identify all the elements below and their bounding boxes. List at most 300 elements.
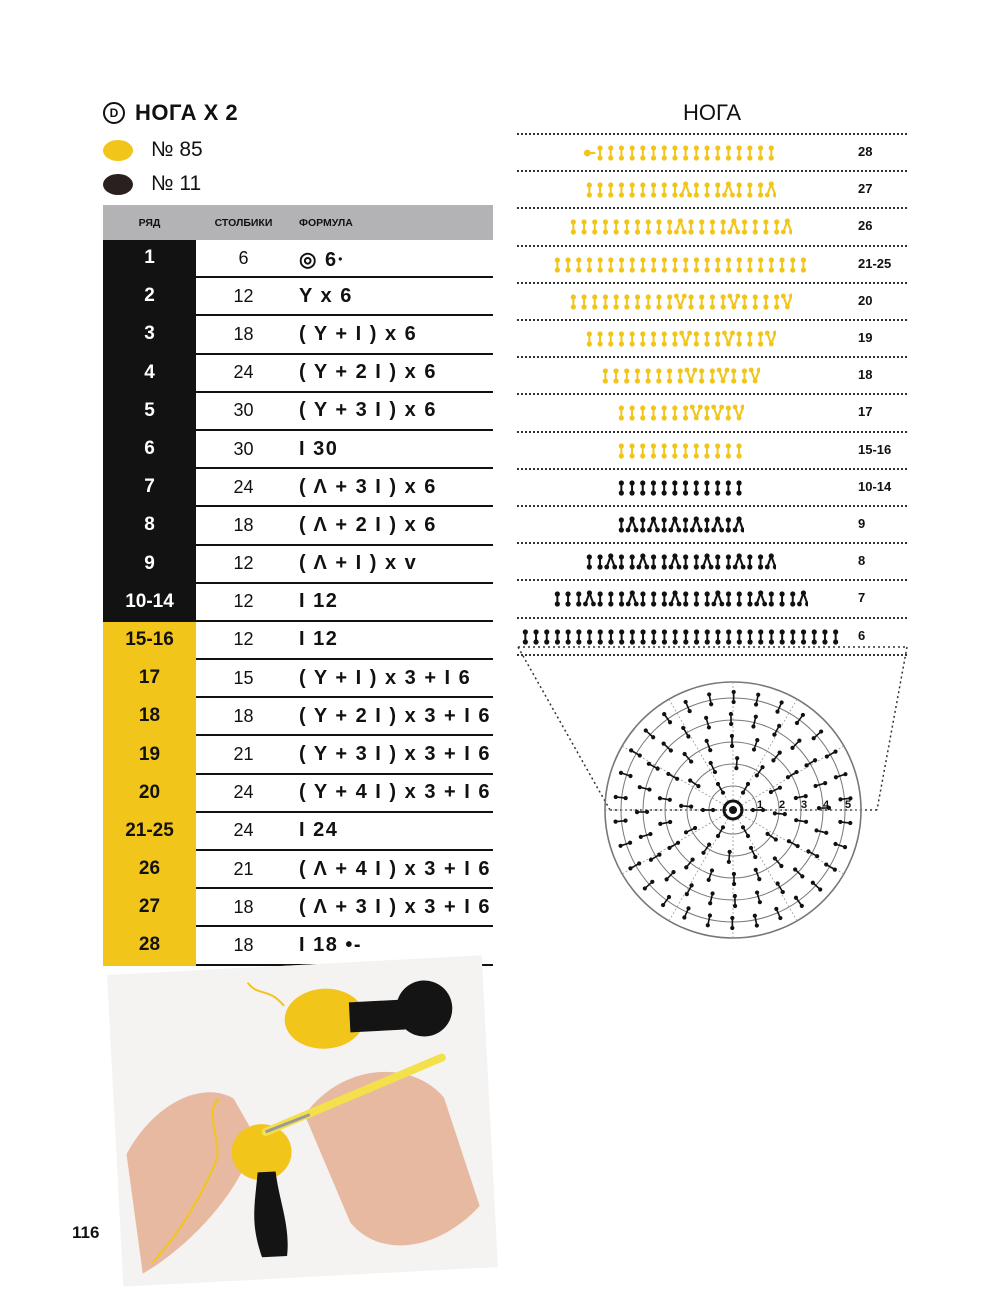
increase-stitch bbox=[722, 331, 735, 347]
single-crochet-stitch bbox=[693, 257, 698, 272]
single-crochet-stitch bbox=[747, 183, 752, 198]
decrease-stitch bbox=[765, 554, 777, 570]
decrease-stitch bbox=[679, 182, 692, 198]
table-row bbox=[103, 277, 493, 315]
diagram-separator bbox=[517, 282, 907, 284]
diagram-separator bbox=[517, 542, 907, 544]
single-crochet-stitch bbox=[699, 294, 704, 309]
round-stitch bbox=[644, 728, 656, 739]
round-stitch bbox=[667, 841, 680, 850]
table-row bbox=[103, 850, 493, 888]
formula: I 24 bbox=[291, 812, 493, 850]
round-stitch bbox=[790, 739, 801, 750]
single-crochet-stitch bbox=[677, 369, 682, 384]
table-row bbox=[103, 545, 493, 583]
single-crochet-stitch bbox=[586, 257, 591, 272]
single-crochet-stitch bbox=[554, 592, 559, 607]
table-row bbox=[103, 506, 493, 544]
single-crochet-stitch bbox=[640, 257, 645, 272]
single-crochet-stitch bbox=[613, 369, 618, 384]
decrease-stitch bbox=[668, 516, 681, 532]
round-stitch bbox=[773, 811, 787, 816]
stitch-count: 18 bbox=[196, 926, 291, 964]
increase-stitch bbox=[674, 293, 687, 309]
round-stitch bbox=[794, 818, 808, 824]
single-crochet-stitch bbox=[624, 294, 629, 309]
formula: I 12 bbox=[291, 621, 493, 659]
single-crochet-stitch bbox=[672, 406, 677, 421]
single-crochet-stitch bbox=[704, 629, 709, 644]
single-crochet-stitch bbox=[779, 257, 784, 272]
diagram-row-label: 18 bbox=[858, 367, 873, 383]
single-crochet-stitch bbox=[645, 220, 650, 235]
table-row bbox=[103, 392, 493, 430]
single-crochet-stitch bbox=[726, 592, 731, 607]
single-crochet-stitch bbox=[720, 220, 725, 235]
single-crochet-stitch bbox=[661, 629, 666, 644]
single-crochet-stitch bbox=[726, 629, 731, 644]
single-crochet-stitch bbox=[629, 145, 634, 160]
single-crochet-stitch bbox=[683, 443, 688, 458]
round-stitch bbox=[732, 690, 736, 704]
round-stitch bbox=[614, 795, 628, 800]
round-stitch bbox=[793, 867, 804, 878]
single-crochet-stitch bbox=[565, 629, 570, 644]
round-stitch bbox=[701, 808, 715, 812]
round-stitch bbox=[707, 692, 713, 706]
row-number: 26 bbox=[103, 850, 196, 888]
single-crochet-stitch bbox=[635, 294, 640, 309]
table-row bbox=[103, 774, 493, 812]
single-crochet-stitch bbox=[597, 629, 602, 644]
single-crochet-stitch bbox=[640, 592, 645, 607]
round-stitch bbox=[628, 861, 641, 870]
single-crochet-stitch bbox=[661, 555, 666, 570]
diagram-row-label: 21-25 bbox=[858, 255, 892, 271]
single-crochet-stitch bbox=[747, 145, 752, 160]
table-row bbox=[103, 354, 493, 392]
row-number: 7 bbox=[103, 468, 196, 506]
single-crochet-stitch bbox=[693, 443, 698, 458]
round-stitch bbox=[732, 872, 736, 886]
single-crochet-stitch bbox=[619, 629, 624, 644]
single-crochet-stitch bbox=[768, 629, 773, 644]
increase-stitch bbox=[781, 293, 793, 309]
single-crochet-stitch bbox=[629, 331, 634, 346]
round-stitch bbox=[635, 810, 649, 814]
single-crochet-stitch bbox=[704, 592, 709, 607]
formula: ◎ 6⸱ bbox=[291, 240, 493, 277]
single-crochet-stitch bbox=[629, 406, 634, 421]
single-crochet-stitch bbox=[715, 629, 720, 644]
single-crochet-stitch bbox=[758, 183, 763, 198]
single-crochet-stitch bbox=[683, 257, 688, 272]
single-crochet-stitch bbox=[779, 629, 784, 644]
single-crochet-stitch bbox=[704, 145, 709, 160]
stitch-count: 21 bbox=[196, 850, 291, 888]
single-crochet-stitch bbox=[704, 257, 709, 272]
diagram-separator bbox=[517, 356, 907, 358]
round-stitch bbox=[786, 770, 799, 779]
single-crochet-stitch bbox=[586, 331, 591, 346]
decrease-stitch bbox=[797, 591, 809, 607]
single-crochet-stitch bbox=[597, 555, 602, 570]
yarn-label: № 11 bbox=[151, 172, 202, 195]
round-stitch bbox=[643, 880, 655, 891]
single-crochet-stitch bbox=[629, 183, 634, 198]
single-crochet-stitch bbox=[619, 555, 624, 570]
stitch-row bbox=[600, 366, 761, 386]
round-stitch bbox=[706, 913, 712, 927]
single-crochet-stitch bbox=[747, 555, 752, 570]
decrease-stitch bbox=[732, 516, 744, 532]
single-crochet-stitch bbox=[747, 257, 752, 272]
formula: ( Λ + 3 I ) x 3 + I 6 bbox=[291, 888, 493, 926]
single-crochet-stitch bbox=[624, 220, 629, 235]
round-stitch bbox=[658, 796, 672, 802]
stitch-row bbox=[520, 627, 841, 647]
increase-stitch bbox=[690, 405, 703, 421]
single-crochet-stitch bbox=[683, 145, 688, 160]
single-crochet-stitch bbox=[570, 220, 575, 235]
single-crochet-stitch bbox=[619, 145, 624, 160]
table-row bbox=[103, 468, 493, 506]
single-crochet-stitch bbox=[720, 294, 725, 309]
increase-stitch bbox=[732, 405, 744, 421]
single-crochet-stitch bbox=[693, 480, 698, 495]
decrease-stitch bbox=[765, 182, 777, 198]
single-crochet-stitch bbox=[768, 145, 773, 160]
decrease-stitch bbox=[674, 219, 687, 235]
round-stitch bbox=[683, 752, 694, 764]
increase-stitch bbox=[711, 405, 724, 421]
single-crochet-stitch bbox=[790, 629, 795, 644]
stitch-count: 12 bbox=[196, 277, 291, 315]
table-header-row bbox=[103, 205, 493, 240]
diagram-title: НОГА bbox=[682, 100, 742, 125]
single-crochet-stitch bbox=[592, 220, 597, 235]
single-crochet-stitch bbox=[763, 294, 768, 309]
single-crochet-stitch bbox=[656, 369, 661, 384]
single-crochet-stitch bbox=[570, 294, 575, 309]
single-crochet-stitch bbox=[602, 294, 607, 309]
stitch-count: 18 bbox=[196, 697, 291, 735]
single-crochet-stitch bbox=[565, 592, 570, 607]
single-crochet-stitch bbox=[533, 629, 538, 644]
single-crochet-stitch bbox=[715, 443, 720, 458]
diagram-separator bbox=[517, 431, 907, 433]
round-stitch bbox=[665, 870, 676, 881]
table-row bbox=[103, 315, 493, 353]
single-crochet-stitch bbox=[736, 592, 741, 607]
single-crochet-stitch bbox=[693, 331, 698, 346]
single-crochet-stitch bbox=[715, 480, 720, 495]
decrease-stitch bbox=[711, 591, 724, 607]
single-crochet-stitch bbox=[683, 555, 688, 570]
single-crochet-stitch bbox=[726, 406, 731, 421]
stitch-row bbox=[616, 403, 744, 423]
single-crochet-stitch bbox=[597, 183, 602, 198]
single-crochet-stitch bbox=[726, 517, 731, 532]
row-number: 15-16 bbox=[103, 621, 196, 659]
single-crochet-stitch bbox=[651, 183, 656, 198]
single-crochet-stitch bbox=[704, 406, 709, 421]
decrease-stitch bbox=[781, 219, 793, 235]
table-row bbox=[103, 812, 493, 850]
single-crochet-stitch bbox=[608, 592, 613, 607]
single-crochet-stitch bbox=[752, 294, 757, 309]
row-number: 10-14 bbox=[103, 583, 196, 621]
round-stitch bbox=[613, 819, 627, 824]
single-crochet-stitch bbox=[522, 629, 527, 644]
increase-stitch bbox=[679, 331, 692, 347]
single-crochet-stitch bbox=[704, 183, 709, 198]
section-badge: D bbox=[103, 102, 125, 124]
single-crochet-stitch bbox=[667, 369, 672, 384]
single-crochet-stitch bbox=[629, 629, 634, 644]
single-crochet-stitch bbox=[752, 220, 757, 235]
single-crochet-stitch bbox=[656, 220, 661, 235]
decrease-stitch bbox=[727, 219, 740, 235]
decrease-stitch bbox=[754, 591, 767, 607]
stitch-count: 24 bbox=[196, 774, 291, 812]
single-crochet-stitch bbox=[715, 145, 720, 160]
single-crochet-stitch bbox=[613, 294, 618, 309]
single-crochet-stitch bbox=[586, 555, 591, 570]
increase-stitch bbox=[727, 293, 740, 309]
single-crochet-stitch bbox=[747, 592, 752, 607]
single-crochet-stitch bbox=[672, 331, 677, 346]
round-number-label: 4 bbox=[823, 799, 830, 811]
single-crochet-stitch bbox=[747, 629, 752, 644]
stitch-row bbox=[584, 329, 777, 349]
round-stitch bbox=[824, 862, 837, 871]
decrease-stitch bbox=[625, 591, 638, 607]
single-crochet-stitch bbox=[651, 331, 656, 346]
single-crochet-stitch bbox=[715, 257, 720, 272]
single-crochet-stitch bbox=[736, 183, 741, 198]
single-crochet-stitch bbox=[608, 331, 613, 346]
single-crochet-stitch bbox=[586, 629, 591, 644]
table-row bbox=[103, 583, 493, 621]
single-crochet-stitch bbox=[800, 257, 805, 272]
diagram-row-label: 9 bbox=[858, 516, 866, 531]
single-crochet-stitch bbox=[661, 480, 666, 495]
slip-stitch bbox=[584, 150, 595, 157]
single-crochet-stitch bbox=[640, 443, 645, 458]
single-crochet-stitch bbox=[779, 592, 784, 607]
decrease-stitch bbox=[668, 591, 681, 607]
single-crochet-stitch bbox=[613, 220, 618, 235]
stitch-count: 18 bbox=[196, 506, 291, 544]
single-crochet-stitch bbox=[640, 331, 645, 346]
stitch-row bbox=[616, 515, 744, 535]
single-crochet-stitch bbox=[581, 294, 586, 309]
decrease-stitch bbox=[636, 554, 649, 570]
single-crochet-stitch bbox=[656, 294, 661, 309]
single-crochet-stitch bbox=[683, 406, 688, 421]
single-crochet-stitch bbox=[586, 183, 591, 198]
single-crochet-stitch bbox=[565, 257, 570, 272]
single-crochet-stitch bbox=[710, 369, 715, 384]
single-crochet-stitch bbox=[576, 257, 581, 272]
diagram-separator bbox=[517, 319, 907, 321]
single-crochet-stitch bbox=[651, 629, 656, 644]
stitch-row bbox=[568, 217, 793, 237]
single-crochet-stitch bbox=[736, 629, 741, 644]
single-crochet-stitch bbox=[597, 257, 602, 272]
single-crochet-stitch bbox=[619, 406, 624, 421]
single-crochet-stitch bbox=[597, 592, 602, 607]
single-crochet-stitch bbox=[592, 294, 597, 309]
round-stitch bbox=[773, 856, 784, 868]
single-crochet-stitch bbox=[619, 480, 624, 495]
single-crochet-stitch bbox=[651, 257, 656, 272]
single-crochet-stitch bbox=[672, 145, 677, 160]
single-crochet-stitch bbox=[758, 555, 763, 570]
single-crochet-stitch bbox=[683, 480, 688, 495]
diagram-separator bbox=[517, 579, 907, 581]
table-row bbox=[103, 659, 493, 697]
single-crochet-stitch bbox=[800, 629, 805, 644]
diagram-row-label: 8 bbox=[858, 553, 866, 569]
row-number: 4 bbox=[103, 354, 196, 392]
single-crochet-stitch bbox=[645, 294, 650, 309]
stitch-count: 18 bbox=[196, 315, 291, 353]
single-crochet-stitch bbox=[554, 629, 559, 644]
stitch-row bbox=[616, 441, 744, 461]
round-stitch bbox=[662, 742, 673, 753]
single-crochet-stitch bbox=[651, 406, 656, 421]
stitch-row bbox=[584, 552, 777, 572]
single-crochet-stitch bbox=[736, 480, 741, 495]
formula: Y x 6 bbox=[291, 277, 493, 315]
diagram-row-label: 10-14 bbox=[858, 478, 892, 494]
single-crochet-stitch bbox=[811, 629, 816, 644]
diagram-separator bbox=[517, 505, 907, 507]
single-crochet-stitch bbox=[544, 629, 549, 644]
single-crochet-stitch bbox=[699, 369, 704, 384]
formula: ( Λ + 4 I ) x 3 + I 6 bbox=[291, 850, 493, 888]
diagram-row-label: 26 bbox=[858, 218, 873, 234]
diagram-row-label: 28 bbox=[858, 144, 873, 159]
col-header-formula: ФОРМУЛА bbox=[291, 205, 493, 240]
diagram-separator bbox=[517, 468, 907, 470]
single-crochet-stitch bbox=[619, 257, 624, 272]
page-number: 116 bbox=[72, 1223, 100, 1242]
col-header-stitches: СТОЛБИКИ bbox=[196, 205, 291, 240]
single-crochet-stitch bbox=[726, 480, 731, 495]
row-number: 28 bbox=[103, 926, 196, 964]
single-crochet-stitch bbox=[608, 629, 613, 644]
round-stitch bbox=[733, 894, 737, 908]
formula: I 30 bbox=[291, 430, 493, 468]
formula: I 18 •- bbox=[291, 926, 493, 964]
round-stitch bbox=[812, 729, 824, 740]
round-stitch bbox=[729, 712, 733, 726]
round-stitch bbox=[629, 748, 642, 757]
decrease-stitch bbox=[583, 591, 596, 607]
table-row bbox=[103, 888, 493, 926]
stitch-row bbox=[568, 292, 793, 312]
single-crochet-stitch bbox=[619, 331, 624, 346]
row-number: 19 bbox=[103, 735, 196, 773]
single-crochet-stitch bbox=[688, 294, 693, 309]
single-crochet-stitch bbox=[768, 257, 773, 272]
photo-illustration bbox=[107, 955, 498, 1286]
round-number-label: 1 bbox=[757, 799, 764, 811]
decrease-stitch bbox=[647, 516, 660, 532]
diagram-row-label: 17 bbox=[858, 404, 873, 420]
round-stitch bbox=[753, 914, 759, 928]
yarn-color-1 bbox=[103, 138, 203, 162]
round-stitch bbox=[727, 850, 732, 864]
stitch-count: 12 bbox=[196, 545, 291, 583]
stitch-count: 12 bbox=[196, 583, 291, 621]
single-crochet-stitch bbox=[672, 629, 677, 644]
round-stitch bbox=[811, 881, 823, 892]
single-crochet-stitch bbox=[576, 629, 581, 644]
single-crochet-stitch bbox=[704, 331, 709, 346]
table-row bbox=[103, 240, 493, 277]
single-crochet-stitch bbox=[763, 220, 768, 235]
formula: ( Y + 2 I ) x 3 + I 6 bbox=[291, 697, 493, 735]
formula: ( Λ + 3 I ) x 6 bbox=[291, 468, 493, 506]
decrease-stitch bbox=[690, 516, 703, 532]
single-crochet-stitch bbox=[726, 443, 731, 458]
diagram-row-label: 7 bbox=[858, 590, 866, 606]
stitch-count: 24 bbox=[196, 354, 291, 392]
single-crochet-stitch bbox=[768, 592, 773, 607]
stitch-row bbox=[552, 255, 809, 275]
yarn-label: № 85 bbox=[151, 138, 203, 161]
formula: ( Y + 3 I ) x 3 + I 6 bbox=[291, 735, 493, 773]
single-crochet-stitch bbox=[651, 480, 656, 495]
single-crochet-stitch bbox=[635, 369, 640, 384]
single-crochet-stitch bbox=[661, 517, 666, 532]
increase-stitch bbox=[765, 331, 777, 347]
single-crochet-stitch bbox=[704, 517, 709, 532]
formula: ( Λ + I ) x v bbox=[291, 545, 493, 583]
single-crochet-stitch bbox=[736, 145, 741, 160]
formula: ( Y + 3 I ) x 6 bbox=[291, 392, 493, 430]
single-crochet-stitch bbox=[693, 592, 698, 607]
stitch-row bbox=[584, 180, 777, 200]
single-crochet-stitch bbox=[683, 592, 688, 607]
diagram-row-label: 19 bbox=[858, 330, 873, 345]
round-stitch bbox=[730, 734, 734, 748]
single-crochet-stitch bbox=[672, 183, 677, 198]
single-crochet-stitch bbox=[640, 183, 645, 198]
single-crochet-stitch bbox=[715, 331, 720, 346]
row-number: 6 bbox=[103, 430, 196, 468]
round-number-label: 3 bbox=[801, 799, 808, 811]
single-crochet-stitch bbox=[651, 592, 656, 607]
formula: ( Y + I ) x 3 + I 6 bbox=[291, 659, 493, 697]
single-crochet-stitch bbox=[629, 443, 634, 458]
single-crochet-stitch bbox=[699, 220, 704, 235]
diagram-separator bbox=[517, 170, 907, 172]
single-crochet-stitch bbox=[651, 555, 656, 570]
formula: ( Y + I ) x 6 bbox=[291, 315, 493, 353]
single-crochet-stitch bbox=[726, 257, 731, 272]
single-crochet-stitch bbox=[645, 369, 650, 384]
stitch-count: 24 bbox=[196, 812, 291, 850]
decrease-stitch bbox=[711, 516, 724, 532]
section-title-text: НОГА Х 2 bbox=[135, 100, 239, 125]
single-crochet-stitch bbox=[672, 480, 677, 495]
row-number: 2 bbox=[103, 277, 196, 315]
